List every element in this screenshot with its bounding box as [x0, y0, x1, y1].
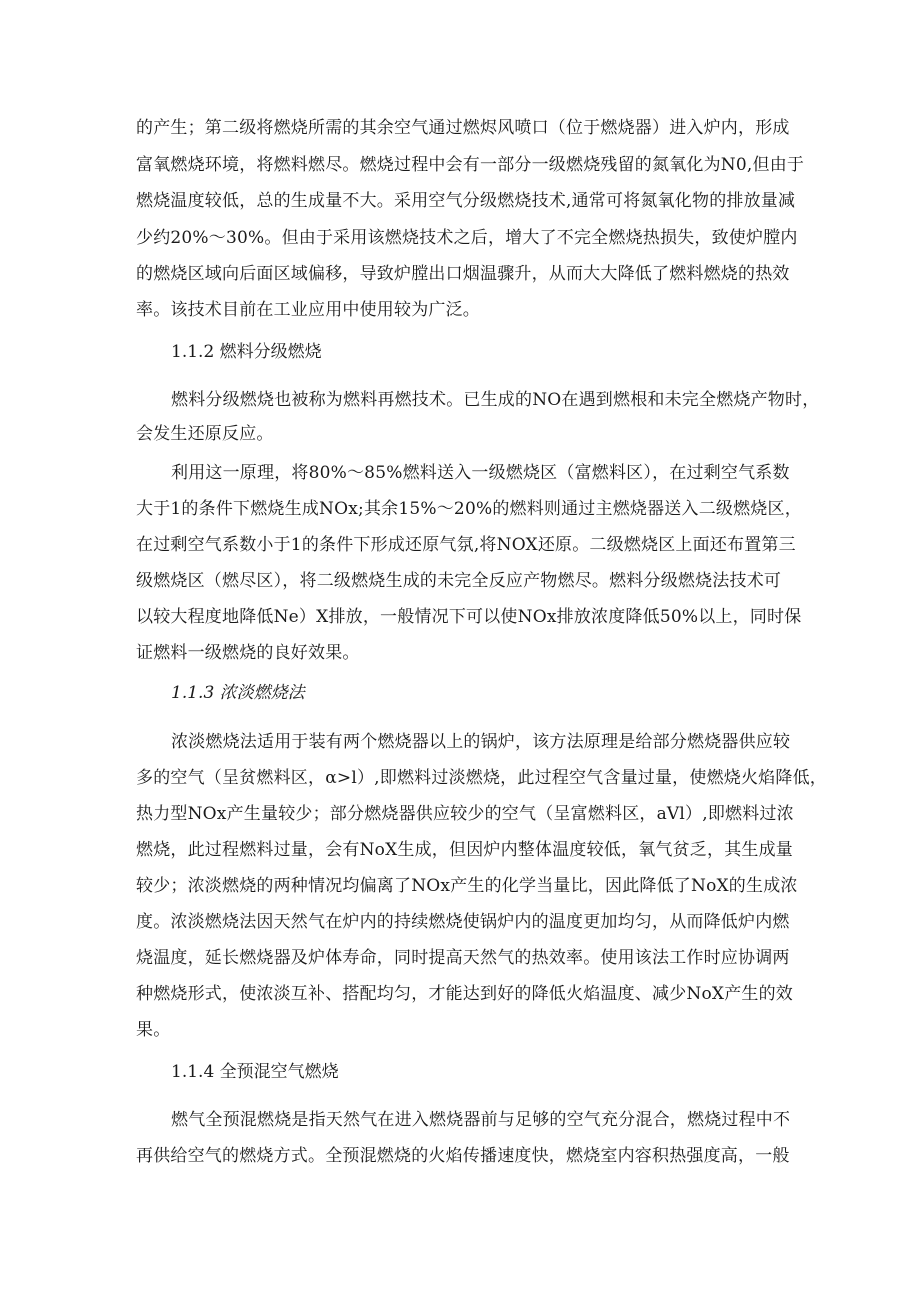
- text-line: 会发生还原反应。: [136, 424, 274, 444]
- text-line: 富氧燃烧环境，将燃料燃尽。燃烧过程中会有一部分一级燃烧残留的氮氧化为N0,但由于: [136, 155, 805, 175]
- text-line: 烧温度，延长燃烧器及炉体寿命，同时提高天然气的热效率。使用该法工作时应协调两: [136, 948, 790, 968]
- text-line: 燃料分级燃烧也被称为燃料再燃技术。已生成的NO在遇到燃根和未完全燃烧产物时，: [171, 390, 820, 410]
- heading-text: 1.1.3 浓淡燃烧法: [171, 683, 305, 703]
- text-line: 利用这一原理，将80%～85%燃料送入一级燃烧区（富燃料区），在过剩空气系数: [171, 463, 790, 483]
- text-line: 度。浓淡燃烧法因天然气在炉内的持续燃烧使锅炉内的温度更加均匀，从而降低炉内燃: [136, 912, 790, 932]
- text-line: 少约20%～30%。但由于采用该燃烧技术之后，增大了不完全燃烧热损失，致使炉膛内: [136, 228, 798, 248]
- text-line: 证燃料一级燃烧的良好效果。: [136, 643, 360, 663]
- text-line: 的燃烧区域向后面区域偏移，导致炉膛出口烟温骤升，从而大大降低了燃料燃烧的热效: [136, 264, 790, 284]
- text-line: 在过剩空气系数小于1的条件下形成还原气氛,将NOX还原。二级燃烧区上面还布置第三: [136, 535, 796, 555]
- text-line: 以较大程度地降低Ne）X排放，一般情况下可以使NOx排放浓度降低50%以上，同时保: [136, 607, 802, 627]
- text-line: 果。: [136, 1020, 171, 1040]
- text-line: 再供给空气的燃烧方式。全预混燃烧的火焰传播速度快，燃烧室内容积热强度高，一般: [136, 1146, 790, 1166]
- section-heading-1-1-3: [171, 683, 305, 703]
- text-line: 大于1的条件下燃烧生成NOx;其余15%～20%的燃料则通过主燃烧器送入二级燃烧区，: [136, 499, 802, 519]
- text-line: 热力型NOx产生量较少；部分燃烧器供应较少的空气（呈富燃料区，aVl）,即燃料过浓: [136, 804, 794, 824]
- text-line: 的产生；第二级将燃烧所需的其余空气通过燃烬风喷口（位于燃烧器）进入炉内，形成: [136, 118, 790, 138]
- text-line: 种燃烧形式，使浓淡互补、搭配均匀，才能达到好的降低火焰温度、减少NoX产生的效: [136, 984, 794, 1004]
- section-heading-1-1-4: 1.1.4 全预混空气燃烧: [171, 1062, 339, 1082]
- text-line: 多的空气（呈贫燃料区，α>l）,即燃料过淡燃烧，此过程空气含量过量，使燃烧火焰降低，: [136, 768, 827, 788]
- text-line: 率。该技术目前在工业应用中使用较为广泛。: [136, 300, 480, 320]
- text-line: 燃烧温度较低，总的生成量不大。采用空气分级燃烧技术,通常可将氮氧化物的排放量减: [136, 191, 796, 211]
- text-line: 级燃烧区（燃尽区），将二级燃烧生成的未完全反应产物燃尽。燃料分级燃烧法技术可: [136, 571, 782, 591]
- section-heading-1-1-2: 1.1.2 燃料分级燃烧: [171, 342, 322, 362]
- text-line: 浓淡燃烧法适用于装有两个燃烧器以上的锅炉，该方法原理是给部分燃烧器供应较: [171, 732, 791, 752]
- text-line: 燃烧，此过程燃料过量，会有NoX生成，但因炉内整体温度较低，氧气贫乏，其生成量: [136, 840, 794, 860]
- text-line: 燃气全预混燃烧是指天然气在进入燃烧器前与足够的空气充分混合，燃烧过程中不: [171, 1110, 791, 1130]
- text-line: 较少；浓淡燃烧的两种情况均偏离了NOx产生的化学当量比，因此降低了NoX的生成浓: [136, 876, 798, 896]
